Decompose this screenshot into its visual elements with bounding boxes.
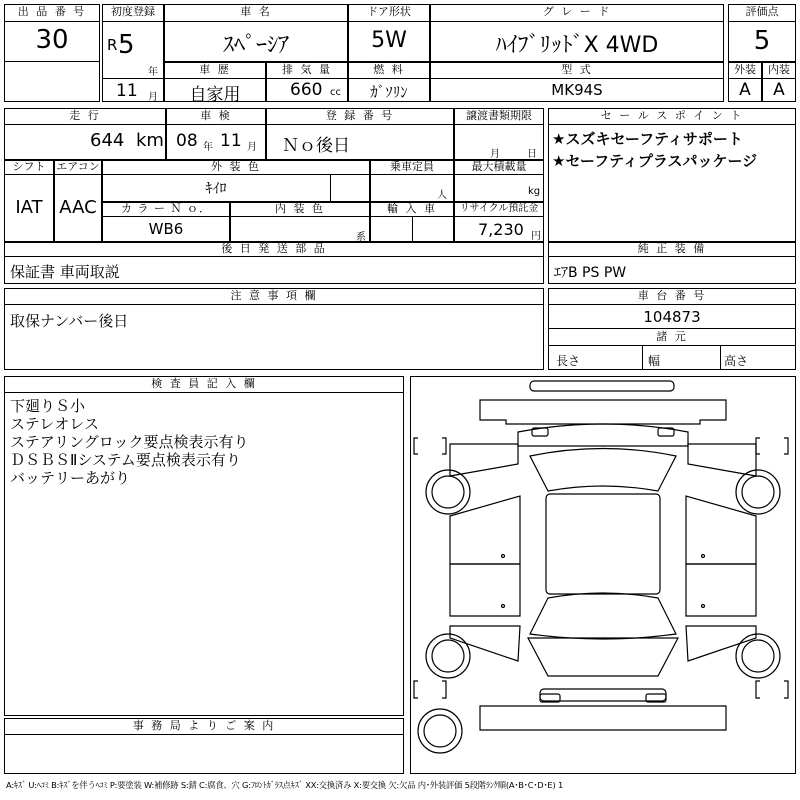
ext-score-value: A	[739, 80, 751, 100]
mileage-value: 644	[90, 130, 125, 151]
insp-year: 08	[176, 131, 198, 151]
legend-text: A:ｷｽﾞ U:ﾍｺﾐ B:ｷｽﾞを伴うﾍｺﾐ P:要塗装 W:補修跡 S:錆 C:腐食、穴 G:ﾌﾛﾝﾄｶﾞﾗｽ点ｷｽﾞ XX:交換済み X:要交換 欠:欠品 内･外装評価 5段階ﾗﾝｸ順(A･B･C･D･E) 1	[6, 780, 564, 790]
kg-unit: kg	[528, 186, 541, 197]
grade-value: ﾊｲﾌﾞﾘｯﾄﾞX 4WD	[495, 33, 659, 58]
notes-label: 注 意 事 項 欄	[230, 289, 318, 302]
insp-year-unit: 年	[203, 142, 213, 153]
person-unit: 人	[437, 190, 447, 201]
dims-width-label: 幅	[648, 354, 661, 368]
inspection-label: 車 検	[200, 109, 232, 122]
color-no-value: WB6	[148, 220, 184, 238]
notes-value: 取保ナンバー後日	[10, 312, 129, 330]
recycle-label: リサイクル預託金	[459, 203, 539, 214]
km-unit: km	[136, 130, 164, 151]
first-reg-year-unit: 年	[148, 67, 158, 78]
int-score-value: A	[773, 80, 785, 100]
score-value: 5	[753, 26, 771, 56]
transfer-month-unit: 月	[490, 149, 500, 160]
score-label: 評価点	[745, 5, 779, 18]
first-reg-month-unit: 月	[148, 92, 158, 103]
door-value: 5W	[371, 28, 407, 53]
reg-no-value: Ｎｏ後日	[282, 136, 350, 156]
transfer-day-unit: 日	[527, 149, 537, 160]
lot-no-label: 出 品 番 号	[17, 5, 87, 18]
history-value: 自家用	[189, 85, 241, 105]
ext-color-label: 外 装 色	[211, 160, 261, 173]
office-label: 事 務 局 よ り ご 案 内	[132, 719, 276, 732]
equipment-value: ｴｱB PS PW	[554, 265, 627, 281]
model-label: 型 式	[561, 63, 593, 76]
transfer-label: 譲渡書類期限	[466, 109, 532, 122]
inspector-label: 検 査 員 記 入 欄	[151, 377, 257, 390]
door-label: ドア形状	[367, 5, 411, 18]
equipment-label: 純 正 装 備	[637, 242, 707, 255]
car-name-value: ｽﾍﾟｰｼｱ	[222, 33, 289, 58]
first-reg-month: 11	[116, 81, 138, 101]
capacity-label: 乗車定員	[390, 160, 434, 173]
sales-point-1: ★スズキセーフティサポート	[552, 130, 743, 148]
shift-value: IAT	[15, 197, 43, 218]
sales-point-label: セ ー ル ス ポ イ ン ト	[600, 109, 744, 122]
first-reg-era: R	[107, 36, 118, 54]
fuel-value: ｶﾞｿﾘﾝ	[370, 83, 408, 101]
int-color-label: 内 装 色	[275, 202, 325, 215]
inspector-line-1: 下廻りＳ小	[10, 397, 86, 415]
recycle-value: 7,230	[478, 220, 524, 239]
fuel-label: 燃 料	[373, 63, 405, 76]
int-color-unit: 系	[356, 232, 366, 243]
dims-height-label: 高さ	[724, 354, 749, 368]
dims-label: 諸 元	[656, 330, 688, 343]
aircon-value: AAC	[59, 197, 97, 218]
shift-label: シフト	[12, 160, 46, 173]
first-reg-label: 初度登録	[111, 5, 155, 18]
inspector-line-5: バッテリーあがり	[10, 469, 131, 487]
max-load-label: 最大積載量	[471, 160, 527, 173]
insp-month-unit: 月	[247, 142, 257, 153]
import-label: 輸 入 車	[387, 202, 437, 215]
sales-point-2: ★セーフティプラスパッケージ	[552, 152, 758, 170]
color-no-label: カ ラ ー Ｎ ｏ．	[121, 202, 211, 215]
history-label: 車 歴	[199, 63, 231, 76]
mileage-label: 走 行	[69, 109, 101, 122]
dims-length-label: 長さ	[556, 354, 581, 368]
yen-unit: 円	[531, 231, 541, 242]
lot-no-value: 30	[35, 25, 69, 55]
ext-color-value: ｷｲﾛ	[205, 181, 227, 197]
inspector-line-3: ステアリングロック要点検表示有り	[10, 433, 249, 451]
after-parts-label: 後 日 発 送 部 品	[221, 242, 327, 255]
grade-label: グ レ ー ド	[542, 5, 612, 18]
ext-score-label: 外装	[734, 63, 756, 76]
model-value: MK94S	[551, 81, 603, 99]
car-name-label: 車 名	[240, 5, 272, 18]
after-parts-value: 保証書 車両取説	[10, 263, 120, 281]
int-score-label: 内装	[768, 63, 790, 76]
chassis-value: 104873	[643, 308, 701, 326]
first-reg-year: 5	[118, 30, 135, 60]
displacement-label: 排 気 量	[282, 63, 332, 76]
inspector-line-2: ステレオレス	[10, 415, 99, 433]
reg-no-label: 登 録 番 号	[325, 109, 395, 122]
chassis-label: 車 台 番 号	[637, 289, 707, 302]
aircon-label: エアコン	[56, 160, 100, 173]
displacement-value: 660	[290, 80, 323, 100]
insp-month: 11	[220, 131, 242, 151]
inspector-line-4: ＤＳＢＳⅡシステム要点検表示有り	[10, 451, 241, 469]
cc-unit: cc	[330, 87, 341, 98]
car-diagram	[410, 376, 796, 774]
